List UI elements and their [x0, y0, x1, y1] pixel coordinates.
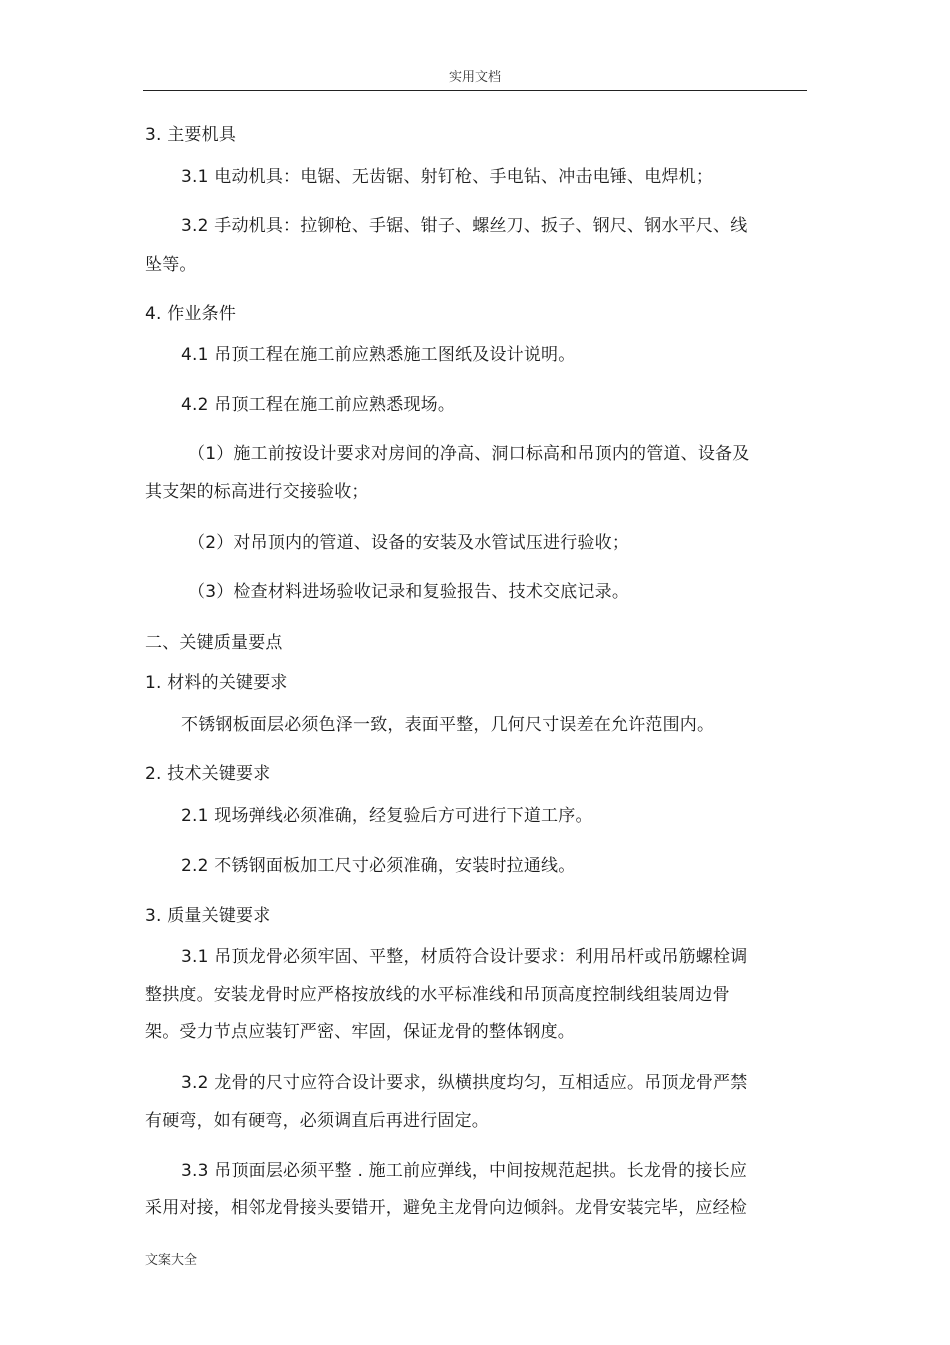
- section-heading: 2. 技术关键要求: [145, 764, 271, 784]
- page-footer: 文案大全: [145, 1253, 198, 1268]
- section-heading: 3. 质量关键要求: [145, 906, 271, 926]
- section-heading: 3. 主要机具: [145, 125, 237, 145]
- paragraph-line: 3.3 吊顶面层必须平整 . 施工前应弹线，中间按规范起拱。长龙骨的接长应: [181, 1161, 748, 1181]
- paragraph-line: 4.2 吊顶工程在施工前应熟悉现场。: [181, 395, 456, 415]
- paragraph-line: 不锈钢板面层必须色泽一致，表面平整，几何尺寸误差在允许范围内。: [181, 715, 715, 735]
- paragraph-line: （1）施工前按设计要求对房间的净高、洞口标高和吊顶内的管道、设备及: [188, 444, 750, 464]
- page-header: 实用文档: [448, 70, 501, 85]
- header-divider: [143, 90, 807, 91]
- paragraph-line: （3）检查材料进场验收记录和复验报告、技术交底记录。: [188, 582, 630, 602]
- section-heading: 4. 作业条件: [145, 304, 237, 324]
- paragraph-line: 4.1 吊顶工程在施工前应熟悉施工图纸及设计说明。: [181, 345, 576, 365]
- paragraph-line: 坠等。: [145, 255, 197, 275]
- paragraph-line: 3.2 手动机具：拉铆枪、手锯、钳子、螺丝刀、扳子、钢尺、钢水平尺、线: [181, 216, 748, 236]
- paragraph-line: 其支架的标高进行交接验收；: [145, 482, 369, 502]
- paragraph-line: 2.2 不锈钢面板加工尺寸必须准确，安装时拉通线。: [181, 856, 576, 876]
- paragraph-line: 采用对接，相邻龙骨接头要错开，避免主龙骨向边倾斜。龙骨安装完毕，应经检: [145, 1198, 747, 1218]
- paragraph-line: 架。受力节点应装钉严密、牢固，保证龙骨的整体钢度。: [145, 1022, 575, 1042]
- paragraph-line: 整拱度。安装龙骨时应严格按放线的水平标准线和吊顶高度控制线组装周边骨: [145, 985, 730, 1005]
- section-heading: 1. 材料的关键要求: [145, 673, 288, 693]
- paragraph-line: （2）对吊顶内的管道、设备的安装及水管试压进行验收；: [188, 533, 630, 553]
- paragraph-line: 3.2 龙骨的尺寸应符合设计要求，纵横拱度均匀，互相适应。吊顶龙骨严禁: [181, 1073, 748, 1093]
- paragraph-line: 3.1 电动机具：电锯、无齿锯、射钉枪、手电钻、冲击电锤、电焊机；: [181, 167, 714, 187]
- paragraph-line: 有硬弯，如有硬弯，必须调直后再进行固定。: [145, 1111, 489, 1131]
- paragraph-line: 2.1 现场弹线必须准确，经复验后方可进行下道工序。: [181, 806, 593, 826]
- section-heading: 二、关键质量要点: [145, 633, 283, 653]
- paragraph-line: 3.1 吊顶龙骨必须牢固、平整，材质符合设计要求：利用吊杆或吊筋螺栓调: [181, 947, 748, 967]
